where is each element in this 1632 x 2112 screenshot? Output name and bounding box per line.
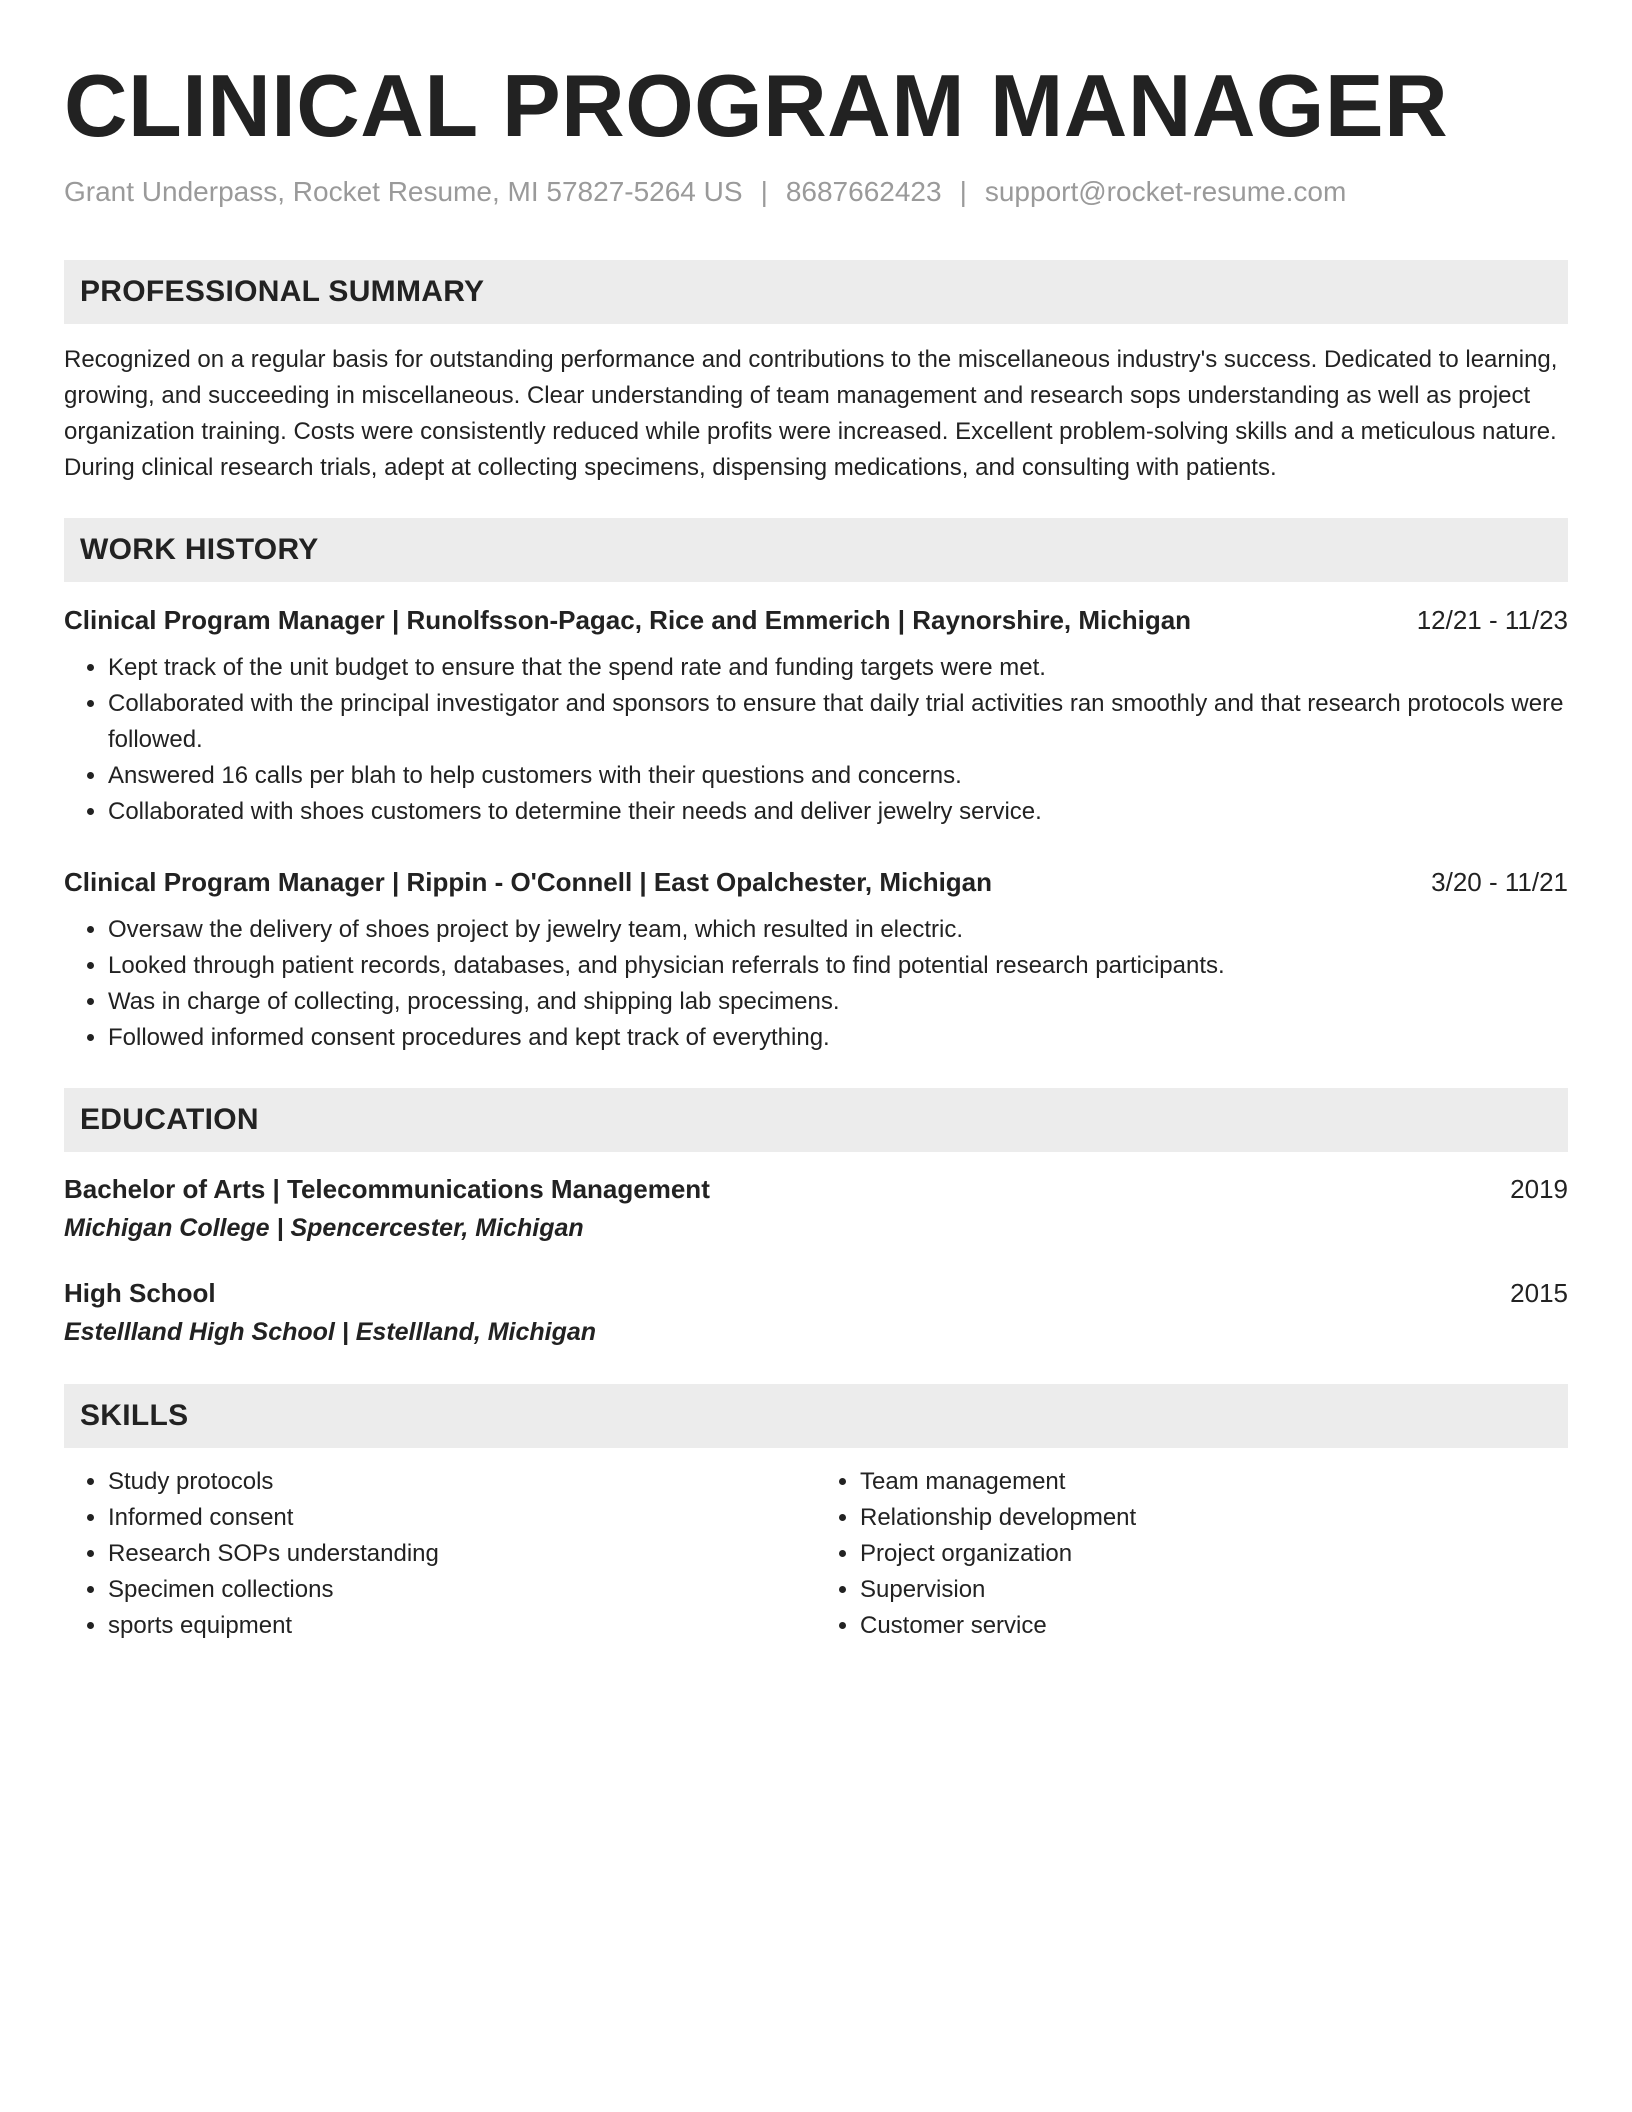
education-degree: Bachelor of Arts | Telecommunications Management xyxy=(64,1174,710,1204)
resume-name: CLINICAL PROGRAM MANAGER xyxy=(64,56,1449,155)
job-bullet: • Answered 16 calls per blah to help customers with their questions and concerns. xyxy=(108,758,1568,794)
education-year: 2019 xyxy=(1510,1174,1568,1204)
section-heading-work-history: WORK HISTORY xyxy=(64,518,1568,582)
job-title: Clinical Program Manager | Rippin - O'Connell | East Opalchester, Michigan xyxy=(64,867,993,897)
job-bullet: • Collaborated with the principal investigator and sponsors to ensure that daily trial activities ran smoothly and that research protocols were followed. xyxy=(108,686,1568,758)
skill-item: • Informed consent xyxy=(108,1500,816,1536)
job-title: Clinical Program Manager | Runolfsson-Pagac, Rice and Emmerich | Raynorshire, Michigan xyxy=(64,605,1192,635)
job-dates: 12/21 - 11/23 xyxy=(1416,605,1568,635)
job-bullet: • Collaborated with shoes customers to determine their needs and deliver jewelry service. xyxy=(108,794,1568,830)
education-degree: High School xyxy=(64,1278,216,1308)
skill-item: • Supervision xyxy=(860,1572,1568,1608)
job-bullet: • Kept track of the unit budget to ensure that the spend rate and funding targets were met. xyxy=(108,650,1568,686)
section-heading-summary: PROFESSIONAL SUMMARY xyxy=(64,260,1568,324)
education-entry xyxy=(64,1274,1568,1352)
skill-item: • Relationship development xyxy=(860,1500,1568,1536)
section-heading-education: EDUCATION xyxy=(64,1088,1568,1152)
job-entry xyxy=(64,862,1568,1056)
job-bullet: • Followed informed consent procedures and kept track of everything. xyxy=(108,1020,1568,1056)
skill-item: • Project organization xyxy=(860,1536,1568,1572)
job-bullet: • Looked through patient records, databases, and physician referrals to find potential research participants. xyxy=(108,948,1568,984)
job-entry xyxy=(64,600,1568,830)
job-bullets xyxy=(64,650,1568,830)
job-dates: 3/20 - 11/21 xyxy=(1431,867,1568,897)
skill-item: • sports equipment xyxy=(108,1608,816,1644)
contact-phone: 8687662423 xyxy=(785,176,942,207)
skill-item: • Study protocols xyxy=(108,1464,816,1500)
skill-item: • Customer service xyxy=(860,1608,1568,1644)
contact-email: support@rocket-resume.com xyxy=(984,176,1347,207)
job-bullet: • Oversaw the delivery of shoes project by jewelry team, which resulted in electric. xyxy=(108,912,1568,948)
education-school: Michigan College | Spencercester, Michigan xyxy=(64,1214,584,1242)
education-year: 2015 xyxy=(1510,1278,1568,1308)
job-bullets xyxy=(64,912,1568,1056)
skills-list xyxy=(64,1464,1568,1644)
contact-separator: | xyxy=(959,176,967,207)
skill-item: • Research SOPs understanding xyxy=(108,1536,816,1572)
contact-line xyxy=(64,172,1568,212)
education-school: Estellland High School | Estellland, Michigan xyxy=(64,1318,597,1346)
summary-text: Recognized on a regular basis for outstanding performance and contributions to the miscellaneous industry's success. Dedicated to learning, growing, and succeeding in miscellaneous. Clear understanding of team management and research sops understanding as well as project organization training. Costs were consistently reduced while profits were increased. Excellent problem-solving skills and a meticulous nature. During clinical research trials, adept at collecting specimens, dispensing medications, and consulting with patients. xyxy=(64,346,1558,481)
education-entry xyxy=(64,1170,1568,1248)
skills-column-left xyxy=(64,1464,816,1644)
job-bullet: • Was in charge of collecting, processing, and shipping lab specimens. xyxy=(108,984,1568,1020)
contact-separator: | xyxy=(760,176,768,207)
skill-item: • Team management xyxy=(860,1464,1568,1500)
skills-column-right xyxy=(816,1464,1568,1644)
skill-item: • Specimen collections xyxy=(108,1572,816,1608)
contact-address: Grant Underpass, Rocket Resume, MI 57827-5264 US xyxy=(64,176,743,207)
section-heading-skills: SKILLS xyxy=(64,1384,1568,1448)
